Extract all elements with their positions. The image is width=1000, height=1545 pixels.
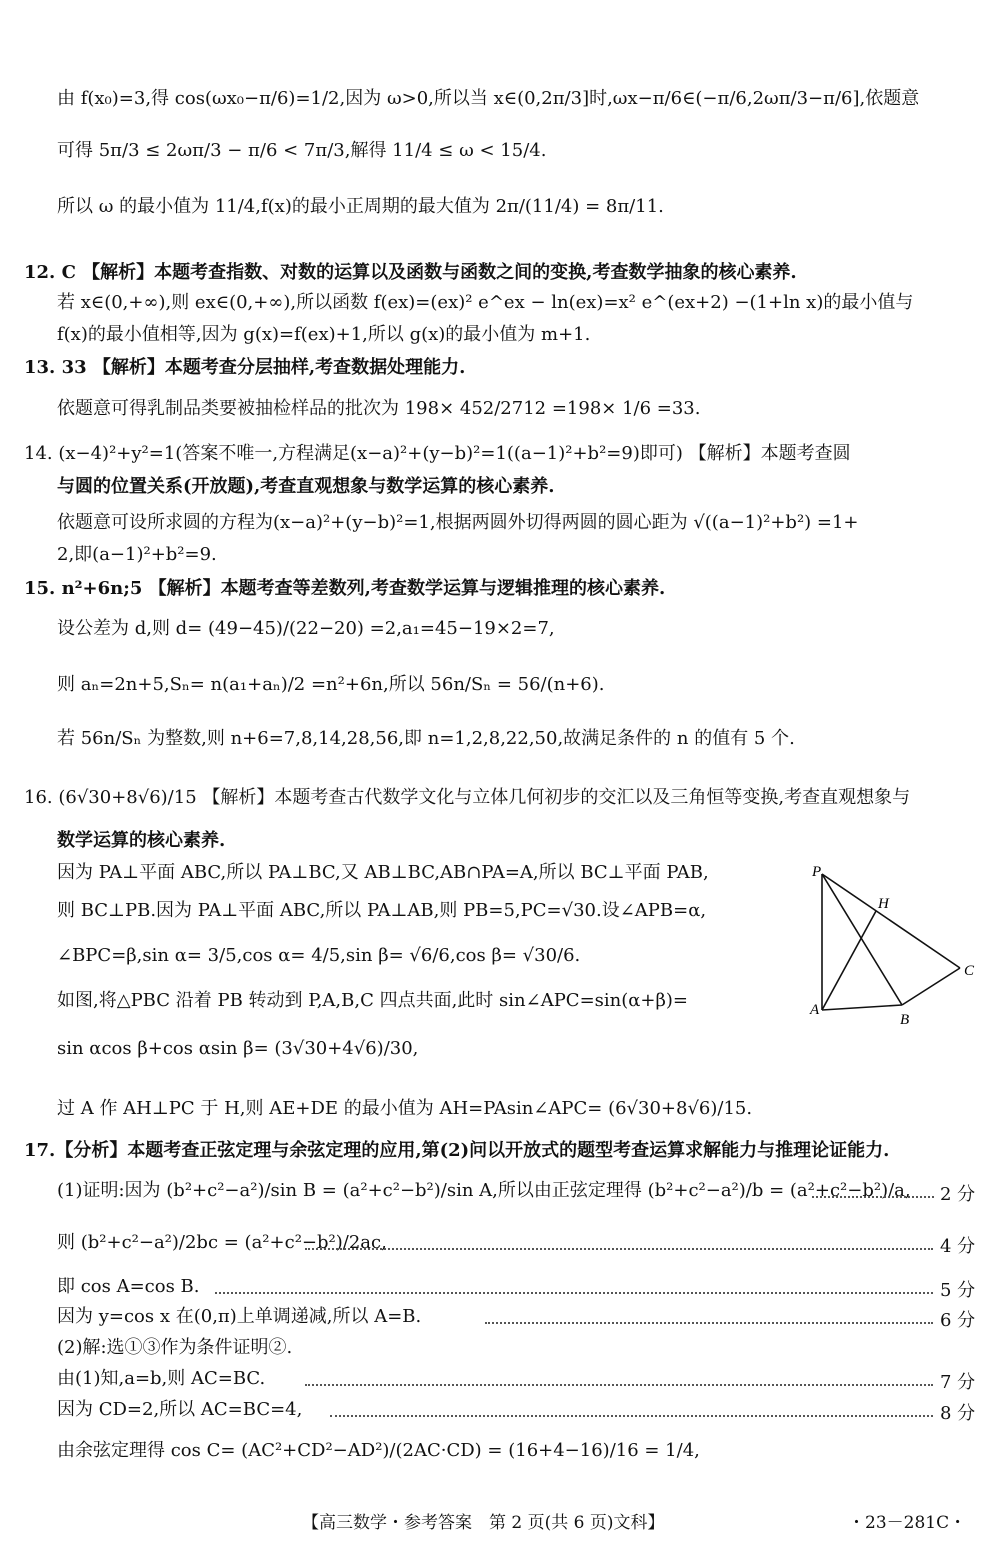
text-line: 因为 CD=2,所以 AC=BC=4, — [57, 1399, 303, 1420]
text-line: 由 f(x₀)=3,得 cos(ωx₀−π/6)=1/2,因为 ω>0,所以当 x∈(0,2π/3]时,ωx−π/6∈(−π/6,2ωπ/3−π/6],依题意 — [57, 88, 920, 109]
text-line: 则 BC⊥PB.因为 PA⊥平面 ABC,所以 PA⊥AB,则 PB=5,PC=√30.设∠APB=α, — [57, 900, 707, 921]
text-line: 2,即(a−1)²+b²=9. — [57, 544, 217, 565]
question-16-heading: 16. (6√30+8√6)/15 【解析】本题考查古代数学文化与立体几何初步的交汇以及三角恒等变换,考查直观想象与 — [24, 787, 911, 808]
text-line: sin αcos β+cos αsin β= (3√30+4√6)/30, — [57, 1038, 419, 1059]
text-line: 依题意可设所求圆的方程为(x−a)²+(y−b)²=1,根据两圆外切得两圆的圆心距为 √((a−1)²+b²) =1+ — [57, 512, 859, 533]
text-line: (2)解:选①③作为条件证明②. — [57, 1337, 293, 1358]
text-line: 即 cos A=cos B. — [57, 1276, 200, 1297]
text-line: 如图,将△PBC 沿着 PB 转动到 P,A,B,C 四点共面,此时 sin∠APC=sin(α+β)= — [57, 990, 689, 1011]
text-line: 则 aₙ=2n+5,Sₙ= n(a₁+aₙ)/2 =n²+6n,所以 56n/Sₙ = 56/(n+6). — [57, 674, 605, 695]
question-15-heading: 15. n²+6n;5 【解析】本题考查等差数列,考查数学运算与逻辑推理的核心素养. — [24, 578, 666, 599]
score-6: 6 分 — [940, 1310, 976, 1331]
dotted-leader — [305, 1384, 933, 1386]
text-line: ∠BPC=β,sin α= 3/5,cos α= 4/5,sin β= √6/6,cos β= √30/6. — [57, 945, 581, 966]
point-label-p: P — [812, 864, 822, 880]
point-label-b: B — [900, 1012, 910, 1028]
edge-ab — [822, 1005, 902, 1010]
score-7: 7 分 — [940, 1372, 976, 1393]
point-label-c: C — [964, 963, 975, 979]
text-line: 由余弦定理得 cos C= (AC²+CD²−AD²)/(2AC·CD) = (16+4−16)/16 = 1/4, — [57, 1440, 700, 1461]
point-label-h: H — [878, 896, 889, 912]
text-line: 可得 5π/3 ≤ 2ωπ/3 − π/6 < 7π/3,解得 11/4 ≤ ω < 15/4. — [57, 140, 547, 161]
question-17-heading: 17.【分析】本题考查正弦定理与余弦定理的应用,第(2)问以开放式的题型考查运算求解能力与推理论证能力. — [24, 1140, 890, 1161]
text-line: 若 56n/Sₙ 为整数,则 n+6=7,8,14,28,56,即 n=1,2,8,22,50,故满足条件的 n 的值有 5 个. — [57, 728, 795, 749]
dotted-leader — [305, 1248, 933, 1250]
geometry-figure — [800, 860, 985, 1030]
document-code: ・23－281C・ — [848, 1513, 967, 1533]
text-line: 若 x∈(0,+∞),则 ex∈(0,+∞),所以函数 f(ex)=(ex)² e^ex − ln(ex)=x² e^(ex+2) −(1+ln x)的最小值与 — [57, 292, 914, 313]
text-line: 则 (b²+c²−a²)/2bc = (a²+c²−b²)/2ac, — [57, 1232, 387, 1253]
score-5: 5 分 — [940, 1280, 976, 1301]
text-line: (1)证明:因为 (b²+c²−a²)/sin B = (a²+c²−b²)/sin A,所以由正弦定理得 (b²+c²−a²)/b = (a²+c²−b²)/a, — [57, 1180, 911, 1201]
question-13-heading: 13. 33 【解析】本题考查分层抽样,考查数据处理能力. — [24, 357, 466, 378]
dotted-leader — [330, 1415, 933, 1417]
question-14-heading: 14. (x−4)²+y²=1(答案不唯一,方程满足(x−a)²+(y−b)²=1((a−1)²+b²=9)即可) 【解析】本题考查圆 — [24, 443, 851, 464]
dotted-leader — [812, 1196, 934, 1198]
score-8: 8 分 — [940, 1403, 976, 1424]
score-2: 2 分 — [940, 1184, 976, 1205]
text-line: 所以 ω 的最小值为 11/4,f(x)的最小正周期的最大值为 2π/(11/4) = 8π/11. — [57, 196, 664, 217]
dotted-leader — [215, 1292, 933, 1294]
edge-pc — [822, 874, 960, 968]
text-line: 由(1)知,a=b,则 AC=BC. — [57, 1368, 266, 1389]
text-line: 依题意可得乳制品类要被抽检样品的批次为 198× 452/2712 =198× 1/6 =33. — [57, 398, 701, 419]
edge-pb — [822, 874, 902, 1005]
text-line: 因为 PA⊥平面 ABC,所以 PA⊥BC,又 AB⊥BC,AB∩PA=A,所以 BC⊥平面 PAB, — [57, 862, 709, 883]
text-line: 设公差为 d,则 d= (49−45)/(22−20) =2,a₁=45−19×2=7, — [57, 618, 555, 639]
text-line: 数学运算的核心素养. — [57, 830, 226, 851]
dotted-leader — [485, 1322, 933, 1324]
text-line: 过 A 作 AH⊥PC 于 H,则 AE+DE 的最小值为 AH=PAsin∠APC= (6√30+8√6)/15. — [57, 1098, 753, 1119]
edge-bc — [902, 968, 960, 1005]
text-line: 因为 y=cos x 在(0,π)上单调递减,所以 A=B. — [57, 1306, 422, 1327]
score-4: 4 分 — [940, 1236, 976, 1257]
page-footer: 【高三数学・参考答案 第 2 页(共 6 页)文科】 — [302, 1513, 665, 1533]
question-12-heading: 12. C 【解析】本题考查指数、对数的运算以及函数与函数之间的变换,考查数学抽象的核心素养. — [24, 262, 797, 283]
point-label-a: A — [810, 1002, 820, 1018]
segment-ah — [822, 911, 876, 1010]
text-line: 与圆的位置关系(开放题),考查直观想象与数学运算的核心素养. — [57, 476, 555, 497]
text-line: f(x)的最小值相等,因为 g(x)=f(ex)+1,所以 g(x)的最小值为 m+1. — [57, 324, 591, 345]
